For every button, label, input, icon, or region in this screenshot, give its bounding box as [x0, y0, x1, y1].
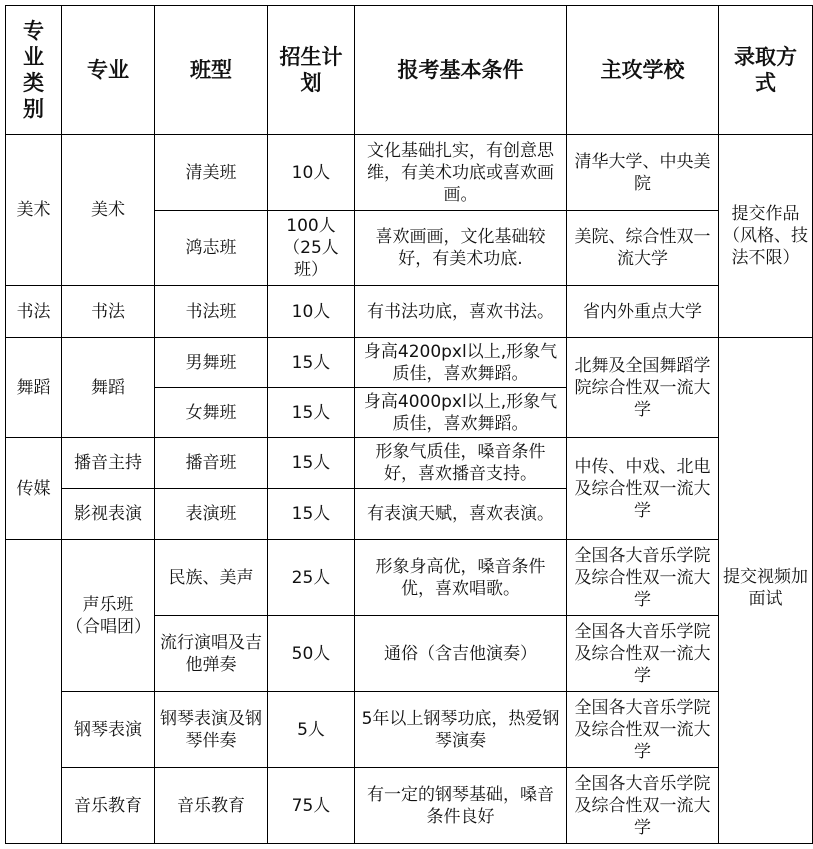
cell-major-shufa: 书法 [62, 286, 155, 338]
cell-plan-nvwu: 15人 [268, 388, 355, 438]
cell-plan-minzu: 25人 [268, 540, 355, 616]
cell-class-boyin: 播音班 [155, 438, 268, 489]
header-schools: 主攻学校 [567, 6, 719, 135]
cell-class-jiaoyu: 音乐教育 [155, 768, 268, 844]
cell-conditions-boyin: 形象气质佳，嗓音条件好，喜欢播音支持。 [355, 438, 567, 489]
cell-plan-shufa: 10人 [268, 286, 355, 338]
header-class-type: 班型 [155, 6, 268, 135]
cell-conditions-biaoyan: 有表演天赋，喜欢表演。 [355, 489, 567, 540]
row-minzu [6, 540, 813, 616]
cell-class-biaoyan: 表演班 [155, 489, 268, 540]
cell-conditions-nvwu: 身高4000pxl以上,形象气质佳，喜欢舞蹈。 [355, 388, 567, 438]
cell-plan-nanwu: 15人 [268, 338, 355, 388]
cell-class-gangqin: 钢琴表演及钢琴伴奏 [155, 692, 268, 768]
header-row [6, 6, 813, 135]
cell-conditions-minzu: 形象身高优，嗓音条件优，喜欢唱歌。 [355, 540, 567, 616]
cell-plan-hongzhi: 100人（25人班） [268, 211, 355, 286]
cell-schools-jiaoyu: 全国各大音乐学院及综合性双一流大学 [567, 768, 719, 844]
cell-plan-qingmei: 10人 [268, 135, 355, 211]
cell-schools-hongzhi: 美院、综合性双一流大学 [567, 211, 719, 286]
cell-class-nanwu: 男舞班 [155, 338, 268, 388]
cell-class-qingmei: 清美班 [155, 135, 268, 211]
cell-schools-wudao: 北舞及全国舞蹈学院综合性双一流大学 [567, 338, 719, 438]
cell-schools-liuxing: 全国各大音乐学院及综合性双一流大学 [567, 616, 719, 692]
cell-class-hongzhi: 鸿志班 [155, 211, 268, 286]
cell-conditions-gangqin: 5年以上钢琴功底，热爱钢琴演奏 [355, 692, 567, 768]
cell-class-shufa: 书法班 [155, 286, 268, 338]
cell-major-biaoyan: 影视表演 [62, 489, 155, 540]
cell-major-gangqin: 钢琴表演 [62, 692, 155, 768]
cell-plan-boyin: 15人 [268, 438, 355, 489]
cell-plan-liuxing: 50人 [268, 616, 355, 692]
cell-major-meishu: 美术 [62, 135, 155, 286]
cell-schools-qingmei: 清华大学、中央美院 [567, 135, 719, 211]
cell-schools-minzu: 全国各大音乐学院及综合性双一流大学 [567, 540, 719, 616]
cell-conditions-hongzhi: 喜欢画画，文化基础较好，有美术功底. [355, 211, 567, 286]
cell-category-shufa: 书法 [6, 286, 62, 338]
row-qingmei [6, 135, 813, 211]
cell-admission-video: 提交视频加面试 [719, 338, 813, 844]
cell-conditions-nanwu: 身高4200pxl以上,形象气质佳，喜欢舞蹈。 [355, 338, 567, 388]
cell-schools-gangqin: 全国各大音乐学院及综合性双一流大学 [567, 692, 719, 768]
cell-major-wudao: 舞蹈 [62, 338, 155, 438]
cell-major-shengyue: 声乐班（合唱团） [62, 540, 155, 692]
row-boyin [6, 438, 813, 489]
cell-conditions-qingmei: 文化基础扎实，有创意思维，有美术功底或喜欢画画。 [355, 135, 567, 211]
cell-conditions-shufa: 有书法功底，喜欢书法。 [355, 286, 567, 338]
row-nanwu [6, 338, 813, 388]
row-gangqin [6, 692, 813, 768]
cell-plan-gangqin: 5人 [268, 692, 355, 768]
cell-category-yinyue [6, 540, 62, 844]
cell-major-jiaoyu: 音乐教育 [62, 768, 155, 844]
cell-class-liuxing: 流行演唱及吉他弹奏 [155, 616, 268, 692]
header-admission: 录取方式 [719, 6, 813, 135]
cell-category-chuanmei: 传媒 [6, 438, 62, 540]
cell-plan-jiaoyu: 75人 [268, 768, 355, 844]
header-category: 专业类别 [6, 6, 62, 135]
header-conditions: 报考基本条件 [355, 6, 567, 135]
admission-table [5, 5, 813, 844]
cell-schools-shufa: 省内外重点大学 [567, 286, 719, 338]
cell-schools-chuanmei: 中传、中戏、北电及综合性双一流大学 [567, 438, 719, 540]
cell-class-minzu: 民族、美声 [155, 540, 268, 616]
header-major: 专业 [62, 6, 155, 135]
row-shufa [6, 286, 813, 338]
cell-admission-works: 提交作品（风格、技法不限） [719, 135, 813, 338]
row-jiaoyu [6, 768, 813, 844]
cell-conditions-liuxing: 通俗（含吉他演奏） [355, 616, 567, 692]
header-plan: 招生计划 [268, 6, 355, 135]
cell-plan-biaoyan: 15人 [268, 489, 355, 540]
cell-class-nvwu: 女舞班 [155, 388, 268, 438]
cell-category-meishu: 美术 [6, 135, 62, 286]
cell-conditions-jiaoyu: 有一定的钢琴基础，嗓音条件良好 [355, 768, 567, 844]
cell-major-boyin: 播音主持 [62, 438, 155, 489]
cell-category-wudao: 舞蹈 [6, 338, 62, 438]
